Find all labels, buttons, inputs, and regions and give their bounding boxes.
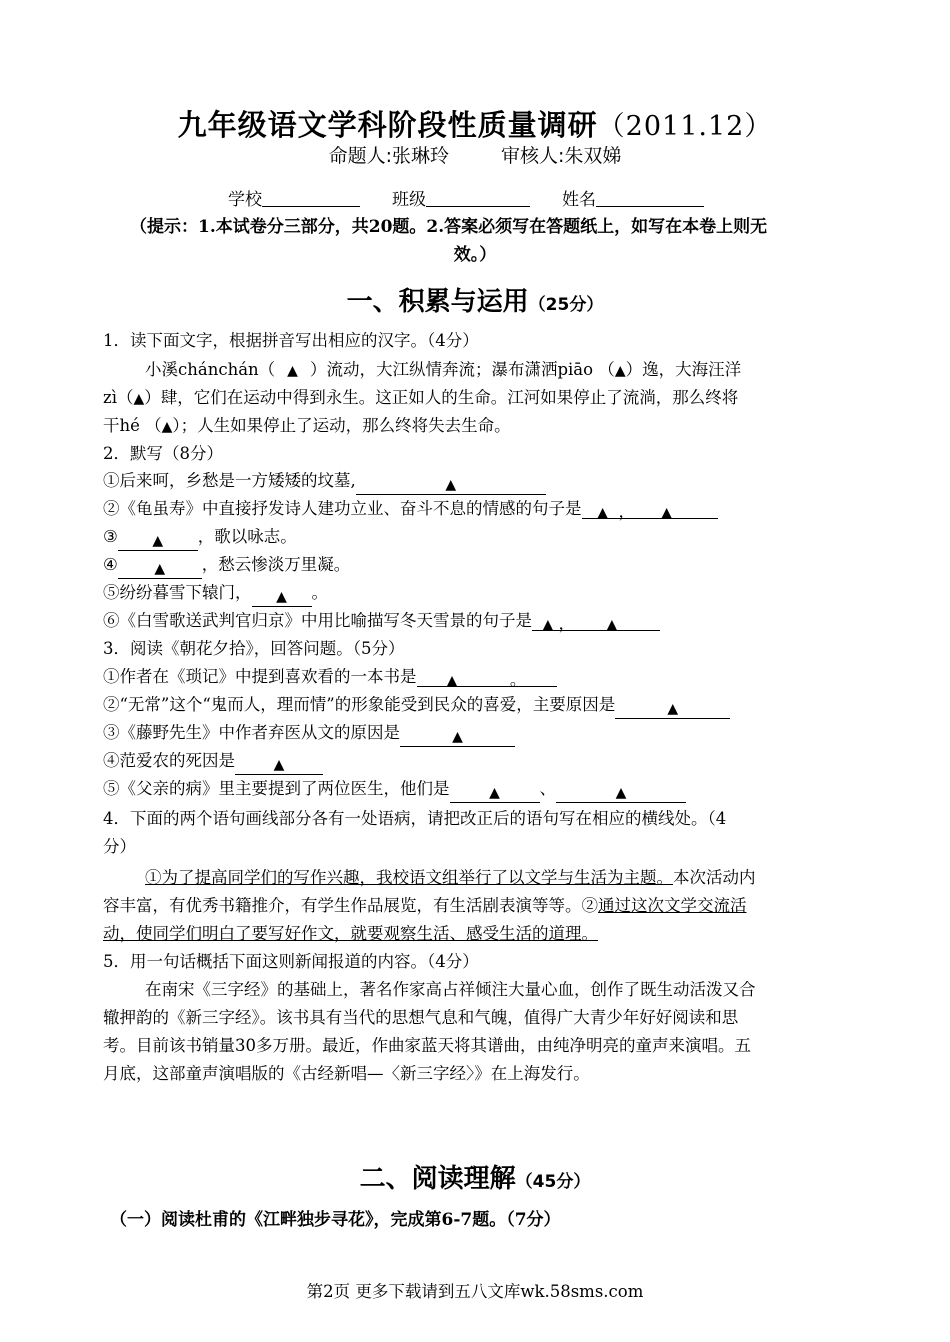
answer-blank [582,498,718,519]
q1-text: ）；人生如果停止了运动，那么终将失去生命。 [172,416,511,435]
page-footer: 第2页 更多下载请到五八文库wk.58sms.com [306,1282,644,1301]
answer-triangle: ▲ [152,533,164,549]
answer-blank [417,666,557,687]
author: 命题人:张琳玲 [328,145,449,167]
class-blank [426,189,530,207]
q1-text: ）肆，它们在运动中得到永生。这正如人的生命。江河如果停止了流淌，那么终将 [144,388,739,407]
answer-blank [532,610,660,631]
q1-line-2 [103,384,738,408]
comma: ， [618,502,636,521]
q2-item-text: ③ [103,527,118,546]
q2-item-text: ②《龟虽寿》中直接抒发诗人建功立业、奋斗不息的情感的句子是 [103,499,582,518]
q3-item-1 [103,663,557,687]
q4-text: 本次活动内 [673,868,756,887]
section-2-points: （45分） [515,1172,591,1192]
school-label: 学校 [228,190,262,210]
reviewer: 审核人:朱双娣 [501,145,622,167]
q3-item-5 [103,775,686,803]
section-1-points: （25分） [528,295,604,315]
q3-item-text: ⑤《父亲的病》里主要提到了两位医生，他们是 [103,779,450,798]
q2-prompt: 2．默写（8分） [103,444,223,463]
q2-item-text: ④ [103,555,118,574]
q3-prompt: 3．阅读《朝花夕拾》，回答问题。（5分） [103,639,405,658]
hint-line-2: 效。） [453,245,497,265]
q3-item-4 [103,747,323,775]
answer-blank [235,754,323,775]
q4-passage-line-1 [145,864,756,888]
class-label: 班级 [392,190,426,210]
answer-blank [400,726,515,747]
section-1-heading [0,281,950,318]
answer-triangle: ▲ [661,505,673,521]
q5-paragraph-line: 辙押韵的《新三字经》。该书具有当代的思想气息和气魄，值得广大青少年好好阅读和思 [103,1008,739,1027]
q4-prompt-line-2: 分） [103,837,136,856]
q3-item-3 [103,719,515,747]
q3-item-text: ②“无常”这个“鬼而人，理而情”的形象能受到民众的喜爱，主要原因是 [103,695,616,714]
q5-paragraph-line: 月底，这部童声演唱版的《古经新唱—〈新三字经〉》在上海发行。 [103,1064,590,1083]
q4-prompt-line-1: 4．下面的两个语句画线部分各有一处语病，请把改正后的语句写在相应的横线处。（4 [103,809,727,828]
answer-triangle: ▲ [542,617,554,633]
section-2-title: 二、阅读理解 [359,1164,516,1194]
q3-item-text: ③《藤野先生》中作者弃医从文的原因是 [103,723,400,742]
q1-text: 干hé （ [103,416,162,435]
exam-title-main: 九年级语文学科阶段性质量调研 [177,108,598,142]
answer-blank [356,474,546,495]
answer-blank [118,530,198,551]
answer-triangle: ▲ [614,363,626,379]
answer-triangle: ▲ [667,701,679,717]
q4-underlined-sentence-2: 通过这次文学交流活 [598,896,747,915]
answer-blank [252,586,312,607]
q4-passage-line-2 [103,892,747,916]
answer-triangle: ▲ [452,729,463,745]
q3-item-text: ①作者在《琐记》中提到喜欢看的一本书是 [103,667,417,686]
q3-item-2 [103,691,730,719]
q3-item-text: ④范爱农的死因是 [103,751,235,770]
q2-item-text: ⑥《白雪歌送武判官归京》中用比喻描写冬天雪景的句子是 [103,611,532,630]
answer-triangle: ▲ [446,673,458,689]
q2-item-text: ，愁云惨淡万里凝。 [201,555,351,574]
q2-item-text: 。 [311,583,328,602]
q1-line-1 [145,356,741,380]
q2-item-5 [103,579,328,607]
section-2-heading [0,1158,950,1195]
part-1-heading: （一）阅读杜甫的《江畔独步寻花》，完成第6-7题。（7分） [110,1210,561,1230]
answer-triangle: ▲ [161,419,173,435]
q4-underlined-sentence-1: ①为了提高同学们的写作兴趣，我校语文组举行了以文学与生活为主题。 [145,868,673,887]
q4-text: 容丰富，有优秀书籍推介，有学生作品展览，有生活剧表演等等。② [103,896,598,915]
answer-triangle: ▲ [276,589,287,605]
answer-triangle: ▲ [489,785,500,801]
q1-line-3 [103,412,511,436]
q5-paragraph-line: 在南宋《三字经》的基础上，著名作家高占祥倾注大量心血，创作了既生动活泼又合 [145,980,756,999]
name-label: 姓名 [562,190,596,210]
answer-triangle: ▲ [133,391,145,407]
answer-triangle: ▲ [597,505,609,521]
answer-blank [615,698,730,719]
q1-text: ）逸，大海汪洋 [625,360,742,379]
answer-blank [118,558,202,579]
school-blank [262,189,360,207]
answer-triangle: ▲ [606,617,618,633]
q1-text: zì（ [103,388,134,407]
q2-item-6 [103,607,660,631]
q1-text: 小溪chánchán（ [145,360,276,379]
student-info-line [228,185,704,210]
comma: ， [558,614,576,633]
separator: 、 [539,779,556,798]
q2-item-text: ⑤纷纷暮雪下辕门， [103,583,252,602]
q1-text: ）流动，大江纵情奔流；瀑布潇洒piāo （ [309,360,615,379]
q4-passage-line-3 [103,920,598,944]
answer-triangle: ▲ [287,363,298,379]
name-blank [596,189,704,207]
q2-item-text: ①后来呵，乡愁是一方矮矮的坟墓, [103,471,356,490]
answer-blank [450,782,540,803]
q5-paragraph-line: 考。目前该书销量30多万册。最近，作曲家蓝天将其谱曲，由纯净明亮的童声来演唱。五 [103,1036,751,1055]
q2-item-1 [103,467,546,495]
answer-blank [556,782,686,803]
author-line [0,141,950,168]
answer-triangle: ▲ [445,477,457,493]
answer-triangle: ▲ [615,785,627,801]
q4-underlined-sentence-2-end: 动，使同学们明白了要写好作文，就要观察生活、感受生活的道理。 [103,924,598,943]
q2-item-4 [103,551,350,579]
answer-triangle: ▲ [273,757,285,773]
q2-item-2 [103,495,718,519]
q1-prompt: 1．读下面文字，根据拼音写出相应的汉字。（4分） [103,331,479,350]
q2-item-text: ，歌以咏志。 [197,527,297,546]
period: 。 [509,670,527,689]
q5-prompt: 5．用一句话概括下面这则新闻报道的内容。（4分） [103,952,479,971]
section-1-title: 一、积累与运用 [346,287,529,317]
hint-line-1: （提示：1.本试卷分三部分，共20题。2.答案必须写在答题纸上，如写在本卷上则无 [130,217,768,237]
answer-triangle: ▲ [154,561,166,577]
q2-item-3 [103,523,297,551]
exam-title [0,103,950,144]
exam-title-date: （2011.12） [597,111,773,142]
